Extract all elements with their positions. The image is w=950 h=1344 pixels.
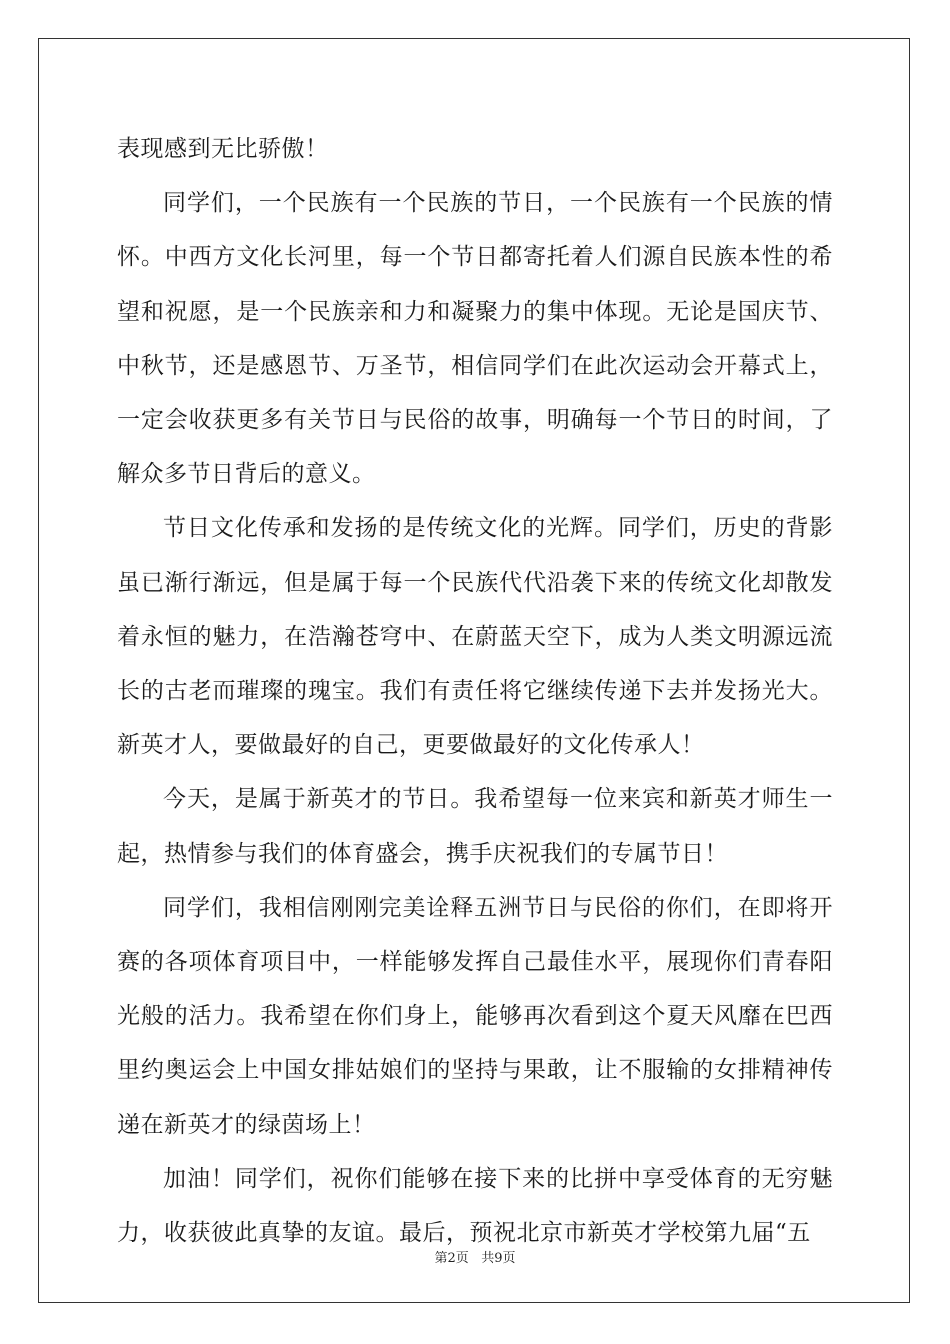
document-body [117, 122, 833, 1260]
paragraph-2: 同学们，一个民族有一个民族的节日，一个民族有一个民族的情怀。中西方文化长河里，每一个节日都寄托着人们源自民族本性的希望和祝愿，是一个民族亲和力和凝聚力的集中体现。无论是国庆节、中秋节，还是感恩节、万圣节，相信同学们在此次运动会开幕式上，一定会收获更多有关节日与民俗的故事，明确每一个节日的时间，了解众多节日背后的意义。 [117, 190, 833, 488]
paragraph-6: 加油！同学们，祝你们能够在接下来的比拼中享受体育的无穷魅力，收获彼此真挚的友谊。最后，预祝北京市新英才学校第九届“五 [117, 1165, 833, 1247]
page-footer [0, 1247, 950, 1266]
page-number: 第2页 [434, 1251, 469, 1266]
paragraph-4: 今天，是属于新英才的节日。我希望每一位来宾和新英才师生一起，热情参与我们的体育盛会，携手庆祝我们的专属节日！ [117, 786, 833, 867]
paragraph-1: 表现感到无比骄傲！ [117, 136, 329, 162]
paragraph-3: 节日文化传承和发扬的是传统文化的光辉。同学们，历史的背影虽已渐行渐远，但是属于每一个民族代代沿袭下来的传统文化却散发着永恒的魅力，在浩瀚苍穹中、在蔚蓝天空下，成为人类文明源远流长的古老而璀璨的瑰宝。我们有责任将它继续传递下去并发扬光大。新英才人，要做最好的自己，更要做最好的文化传承人！ [117, 515, 833, 759]
page-total: 共9页 [481, 1251, 516, 1266]
paragraph-5: 同学们，我相信刚刚完美诠释五洲节日与民俗的你们，在即将开赛的各项体育项目中，一样能够发挥自己最佳水平，展现你们青春阳光般的活力。我希望在你们身上，能够再次看到这个夏天风靡在巴西里约奥运会上中国女排姑娘们的坚持与果敢，让不服输的女排精神传递在新英才的绿茵场上！ [117, 894, 833, 1138]
